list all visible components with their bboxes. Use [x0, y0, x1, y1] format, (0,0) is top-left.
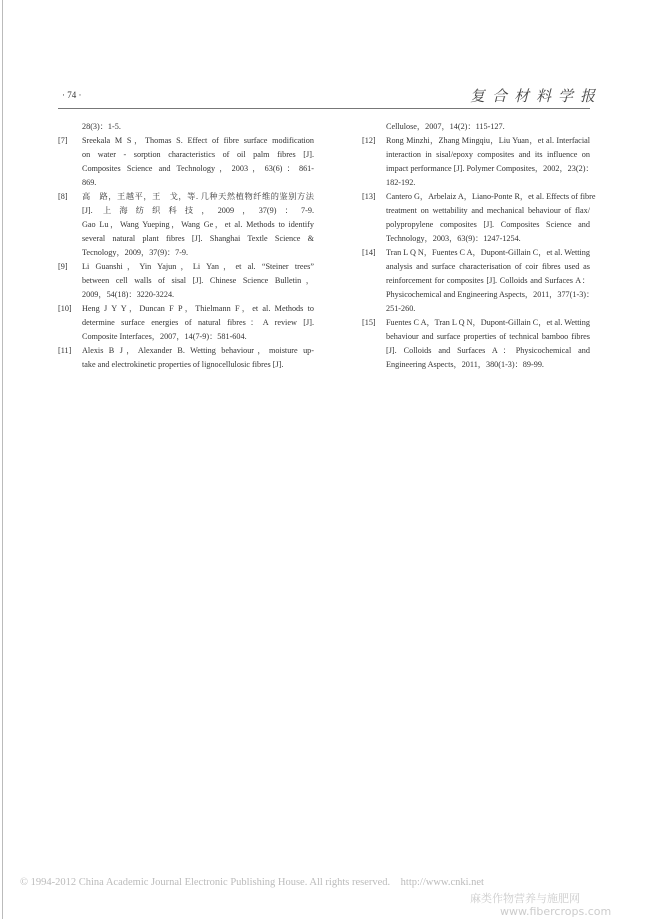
reference-item	[362, 190, 596, 246]
reference-line: 高 路，王越平，王 戈，等. 几种天然植物纤维的鉴别方法	[82, 192, 314, 201]
reference-item	[58, 134, 314, 190]
reference-item	[362, 316, 590, 372]
reference-line: behaviour and surface properties of technical bamboo fibres	[386, 332, 590, 341]
reference-number: [13]	[362, 192, 376, 201]
reference-line: Tecnology，2009，37(9)：7-9.	[82, 248, 189, 257]
reference-item	[58, 120, 314, 134]
reference-number: [12]	[362, 136, 376, 145]
reference-number: [7]	[58, 136, 68, 145]
reference-line: 251-260.	[386, 304, 416, 313]
reference-line: Heng J Y Y，Duncan F P，Thielmann F，et al. Methods to	[82, 304, 314, 313]
reference-line: Cellulose，2007，14(2)：115-127.	[386, 122, 505, 131]
page-number: · 74 ·	[62, 90, 82, 100]
references-left-column	[58, 120, 314, 372]
header-rule	[58, 108, 590, 109]
reference-line: take and electrokinetic properties of lignocellulosic fibres [J].	[82, 360, 284, 369]
reference-line: Sreekala M S，Thomas S. Effect of fibre surface modification	[82, 136, 314, 145]
reference-line: [J]. 上海纺织科技，2009，37(9)：7-9.	[82, 206, 314, 215]
reference-line: Tran L Q N，Fuentes C A，Dupont-Gillain C，et al. Wetting	[386, 248, 590, 257]
reference-line: analysis and surface characterisation of coir fibres used as	[386, 262, 590, 271]
reference-line: between cell walls of sisal [J]. Chinese Science Bulletin，	[82, 276, 314, 285]
references-right-column	[362, 120, 596, 372]
reference-line: determine surface energies of natural fibres：A review [J].	[82, 318, 314, 327]
reference-line: impact performance [J]. Polymer Composites，2002，23(2)：	[386, 164, 594, 173]
reference-line: several natural plant fibres [J]. Shanghai Textle Science &	[82, 234, 314, 243]
reference-line: interaction in sisal/epoxy composites and its influence on	[386, 150, 590, 159]
reference-line: Gao Lu，Wang Yueping，Wang Ge，et al. Methods to identify	[82, 220, 314, 229]
watermark-url: www.fibercrops.com	[500, 905, 612, 918]
reference-number: [11]	[58, 346, 72, 355]
watermark-cn: 麻类作物营养与施肥网	[470, 892, 580, 905]
reference-item	[58, 302, 314, 344]
reference-line: treatment on wettability and mechanical behaviour of flax/	[386, 206, 590, 215]
reference-line: Composite Interfaces，2007，14(7-9)：581-604.	[82, 332, 247, 341]
reference-line: Composites Science and Technology，2003，63(6)：861-	[82, 164, 314, 173]
reference-item	[362, 120, 590, 134]
reference-line: Cantero G，Arbelaiz A，Liano-Ponte R，et al. Effects of fibre	[386, 192, 596, 201]
reference-line: on water - sorption characteristics of oil palm fibres [J].	[82, 150, 314, 159]
reference-line: polypropylene composites [J]. Composites Science and	[386, 220, 590, 229]
reference-item	[58, 344, 314, 372]
reference-item	[362, 134, 594, 190]
reference-line: Physicochemical and Engineering Aspects，2011，377(1-3)：	[386, 290, 595, 299]
reference-line: 182-192.	[386, 178, 416, 187]
reference-line: reinforcement for composites [J]. Colloids and Surfaces A：	[386, 276, 590, 285]
reference-line: Fuentes C A，Tran L Q N，Dupont-Gillain C，et al. Wetting	[386, 318, 590, 327]
reference-line: Rong Minzhi，Zhang Mingqiu，Liu Yuan，et al. Interfacial	[386, 136, 590, 145]
reference-line: Technology，2003，63(9)：1247-1254.	[386, 234, 521, 243]
reference-number: [9]	[58, 262, 68, 271]
reference-line: 869.	[82, 178, 97, 187]
reference-number: [15]	[362, 318, 376, 327]
reference-line: [J]. Colloids and Surfaces A：Physicochemical and	[386, 346, 590, 355]
page-border	[2, 0, 3, 919]
reference-item	[362, 246, 595, 316]
copyright-footer: © 1994-2012 China Academic Journal Electronic Publishing House. All rights reserved. http://www.cnki.net	[20, 877, 484, 888]
reference-item	[58, 190, 314, 260]
reference-number: [10]	[58, 304, 72, 313]
reference-line: Li Guanshi，Yin Yajun，Li Yan，et al. “Steiner trees”	[82, 262, 314, 271]
reference-number: [8]	[58, 192, 68, 201]
reference-line: Alexis B J，Alexander B. Wetting behaviour，moisture up-	[82, 346, 314, 355]
reference-line: 2009，54(18)：3220-3224.	[82, 290, 175, 299]
journal-title: 复合材料学报	[470, 87, 603, 105]
reference-item	[58, 260, 314, 302]
reference-line: Engineering Aspects，2011，380(1-3)：89-99.	[386, 360, 544, 369]
reference-line: 28(3)：1-5.	[82, 122, 121, 131]
reference-number: [14]	[362, 248, 376, 257]
